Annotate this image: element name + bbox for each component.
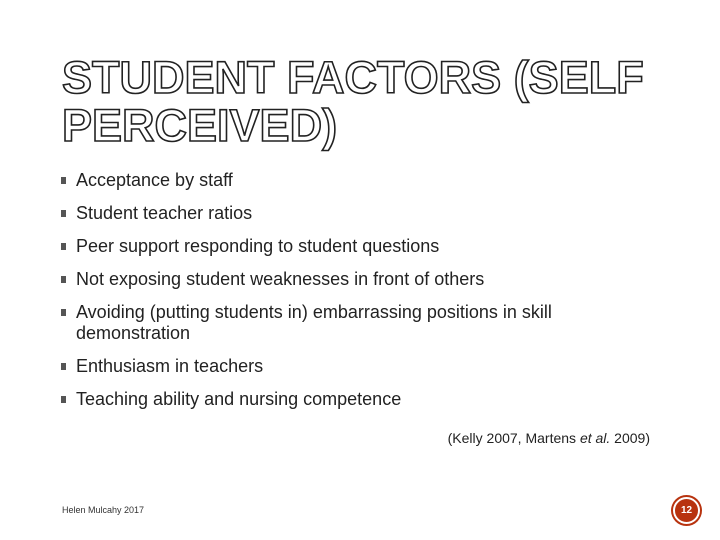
- bullet-item: Enthusiasm in teachers: [61, 356, 651, 377]
- bullet-item: Student teacher ratios: [61, 203, 651, 224]
- citation: [448, 430, 650, 446]
- bullet-item: Teaching ability and nursing competence: [61, 389, 651, 410]
- bullet-item: Not exposing student weaknesses in front of others: [61, 269, 651, 290]
- bullet-item: Avoiding (putting students in) embarrassing positions in skill demonstration: [61, 302, 651, 344]
- bullet-item: Peer support responding to student questions: [61, 236, 651, 257]
- footer-author: Helen Mulcahy 2017: [62, 505, 145, 515]
- citation-text: (Kelly 2007, Martens: [447, 430, 580, 446]
- citation-emphasis: et al.: [579, 430, 611, 446]
- citation-text-end: 2009): [610, 430, 650, 446]
- slide-title: STUDENT FACTORS (SELF PERCEIVED): [62, 52, 644, 151]
- page-number-badge: 12: [673, 497, 700, 524]
- bullet-list: [61, 170, 651, 422]
- bullet-item: Acceptance by staff: [61, 170, 651, 191]
